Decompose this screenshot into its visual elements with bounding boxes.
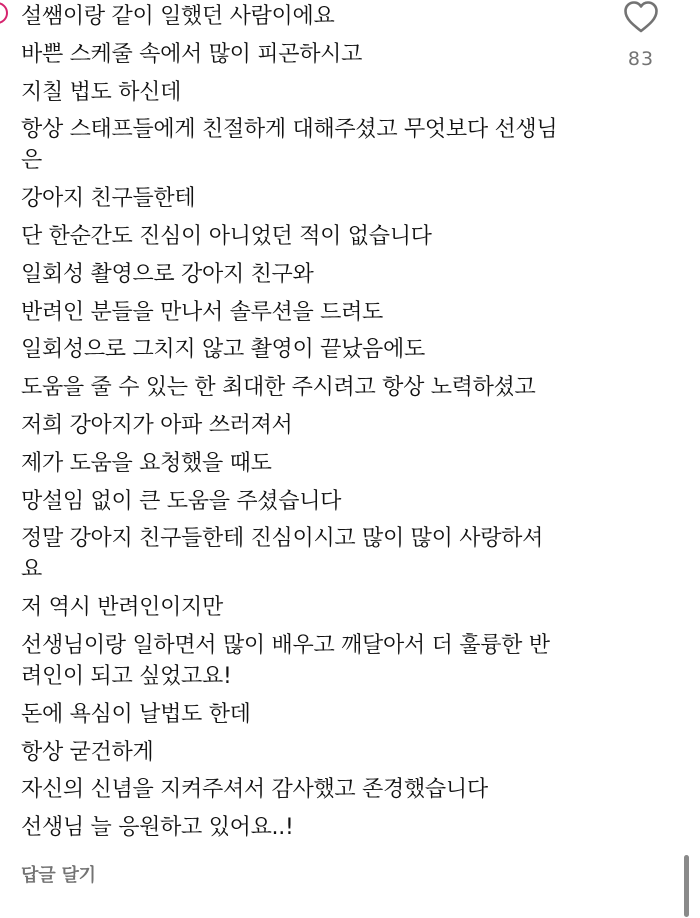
comment-line: 선생님이랑 일하면서 많이 배우고 깨달아서 더 훌륭한 반 — [21, 632, 550, 658]
like-section — [616, 0, 666, 70]
comment-line: 려인이 되고 싶었고요! — [21, 663, 232, 689]
avatar[interactable] — [0, 2, 8, 24]
comment-line: 일회성 촬영으로 강아지 친구와 — [21, 261, 314, 287]
like-count: 83 — [627, 48, 655, 70]
comment-line: 저 역시 반려인이지만 — [21, 595, 223, 621]
comment-line: 망설임 없이 큰 도움을 주셨습니다 — [21, 488, 342, 514]
comment-line: 돈에 욕심이 날법도 한데 — [21, 701, 251, 727]
comment-line: 항상 굳건하게 — [21, 739, 154, 765]
comment-line: 정말 강아지 친구들한테 진심이시고 많이 많이 사랑하셔 — [21, 526, 544, 552]
comment-line: 강아지 친구들한테 — [21, 186, 196, 212]
comment-line: 일회성으로 그치지 않고 촬영이 끝났음에도 — [21, 337, 425, 363]
scrollbar[interactable] — [684, 855, 689, 917]
comment-line: 지칠 법도 하신데 — [21, 79, 182, 105]
comment-line: 제가 도움을 요청했을 때도 — [21, 450, 272, 476]
comment-line: 반려인 분들을 만나서 솔루션을 드려도 — [21, 299, 384, 325]
comment-line: 설쌤이랑 같이 일했던 사람이에요 — [21, 4, 335, 29]
comment-line: 저희 강아지가 아파 쓰러져서 — [21, 412, 293, 438]
comment-line: 항상 스태프들에게 친절하게 대해주셨고 무엇보다 선생님 — [21, 117, 558, 143]
comment-line: 요 — [21, 557, 42, 583]
comment-line: 선생님 늘 응원하고 있어요..! — [21, 815, 294, 841]
comment-line: 도움을 줄 수 있는 한 최대한 주시려고 항상 노력하셨고 — [21, 375, 536, 401]
comment-line: 바쁜 스케줄 속에서 많이 피곤하시고 — [21, 41, 363, 67]
reply-button[interactable]: 답글 달기 — [21, 865, 96, 886]
comment-line: 단 한순간도 진심이 아니었던 적이 없습니다 — [21, 223, 432, 249]
comment-line: 은 — [21, 148, 42, 174]
comment-text — [21, 1, 586, 850]
heart-outline-icon[interactable] — [623, 0, 659, 34]
comment-line: 자신의 신념을 지켜주셔서 감사했고 존경했습니다 — [21, 777, 488, 803]
